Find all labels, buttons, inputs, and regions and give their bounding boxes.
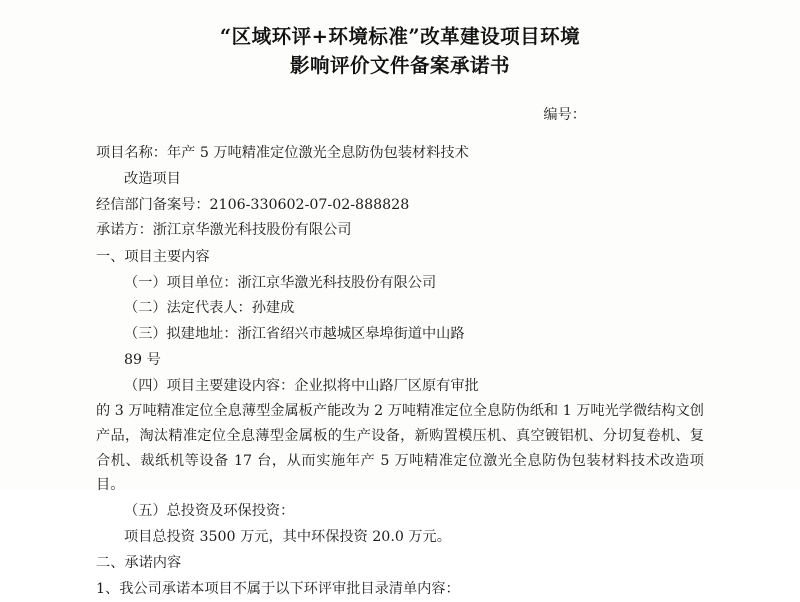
section-1-item-5-detail: 项目总投资 3500 万元，其中环保投资 20.0 万元。 (124, 528, 451, 545)
document-title (96, 22, 704, 81)
section-2-heading: 二、承诺内容 (96, 555, 182, 572)
document-body (96, 103, 704, 602)
field-promisor-value: 浙江京华激光科技股份有限公司 (152, 222, 352, 239)
section-1-item-4-cont: 的 3 万吨精准定位全息薄型金属板产能改为 2 万吨精准定位全息防伪纸和 1 万吨光学微结构文创产品，淘汰精准定位全息薄型金属板的生产设备，新购置模压机、真空镀铝机、分切复卷机、复合机、裁纸机等设备 17 台，从而实施年产 5 万吨精准定位激光全息防伪包装材料技术改造项目。 (96, 403, 704, 494)
section-1-heading: 一、项目主要内容 (96, 249, 210, 266)
field-project-name-value: 年产 5 万吨精准定位激光全息防伪包装材料技术 (166, 145, 469, 162)
section-1-item-1: （一）项目单位：浙江京华激光科技股份有限公司 (124, 274, 437, 291)
field-project-name-label: 项目名称： (96, 145, 167, 162)
section-2-item-1: 1、我公司承诺本项目不属于以下环评审批目录清单内容： (96, 581, 460, 598)
field-record-number-label: 经信部门备案号： (96, 196, 210, 213)
field-project-name (96, 141, 704, 166)
section-1-item-3: （三）拟建地址：浙江省绍兴市越城区皋埠街道中山路 (124, 326, 465, 343)
field-promisor (96, 218, 704, 243)
field-record-number-value: 2106-330602-07-02-888828 (209, 196, 410, 213)
doc-number-label: 编号： (543, 106, 586, 123)
field-record-number (96, 193, 704, 218)
section-1-item-2: （二）法定代表人：孙建成 (124, 300, 295, 317)
title-line-1: “区域环评+环境标准”改革建设项目环境 (219, 25, 581, 48)
field-project-name-cont: 改造项目 (124, 170, 181, 187)
field-promisor-label: 承诺方： (96, 222, 153, 239)
title-line-2: 影响评价文件备案承诺书 (289, 54, 510, 78)
section-1-item-3-cont: 89 号 (124, 351, 161, 368)
section-1-item-4: （四）项目主要建设内容：企业拟将中山路厂区原有审批 (124, 377, 479, 394)
section-1-item-5: （五）总投资及环保投资： (124, 503, 295, 520)
